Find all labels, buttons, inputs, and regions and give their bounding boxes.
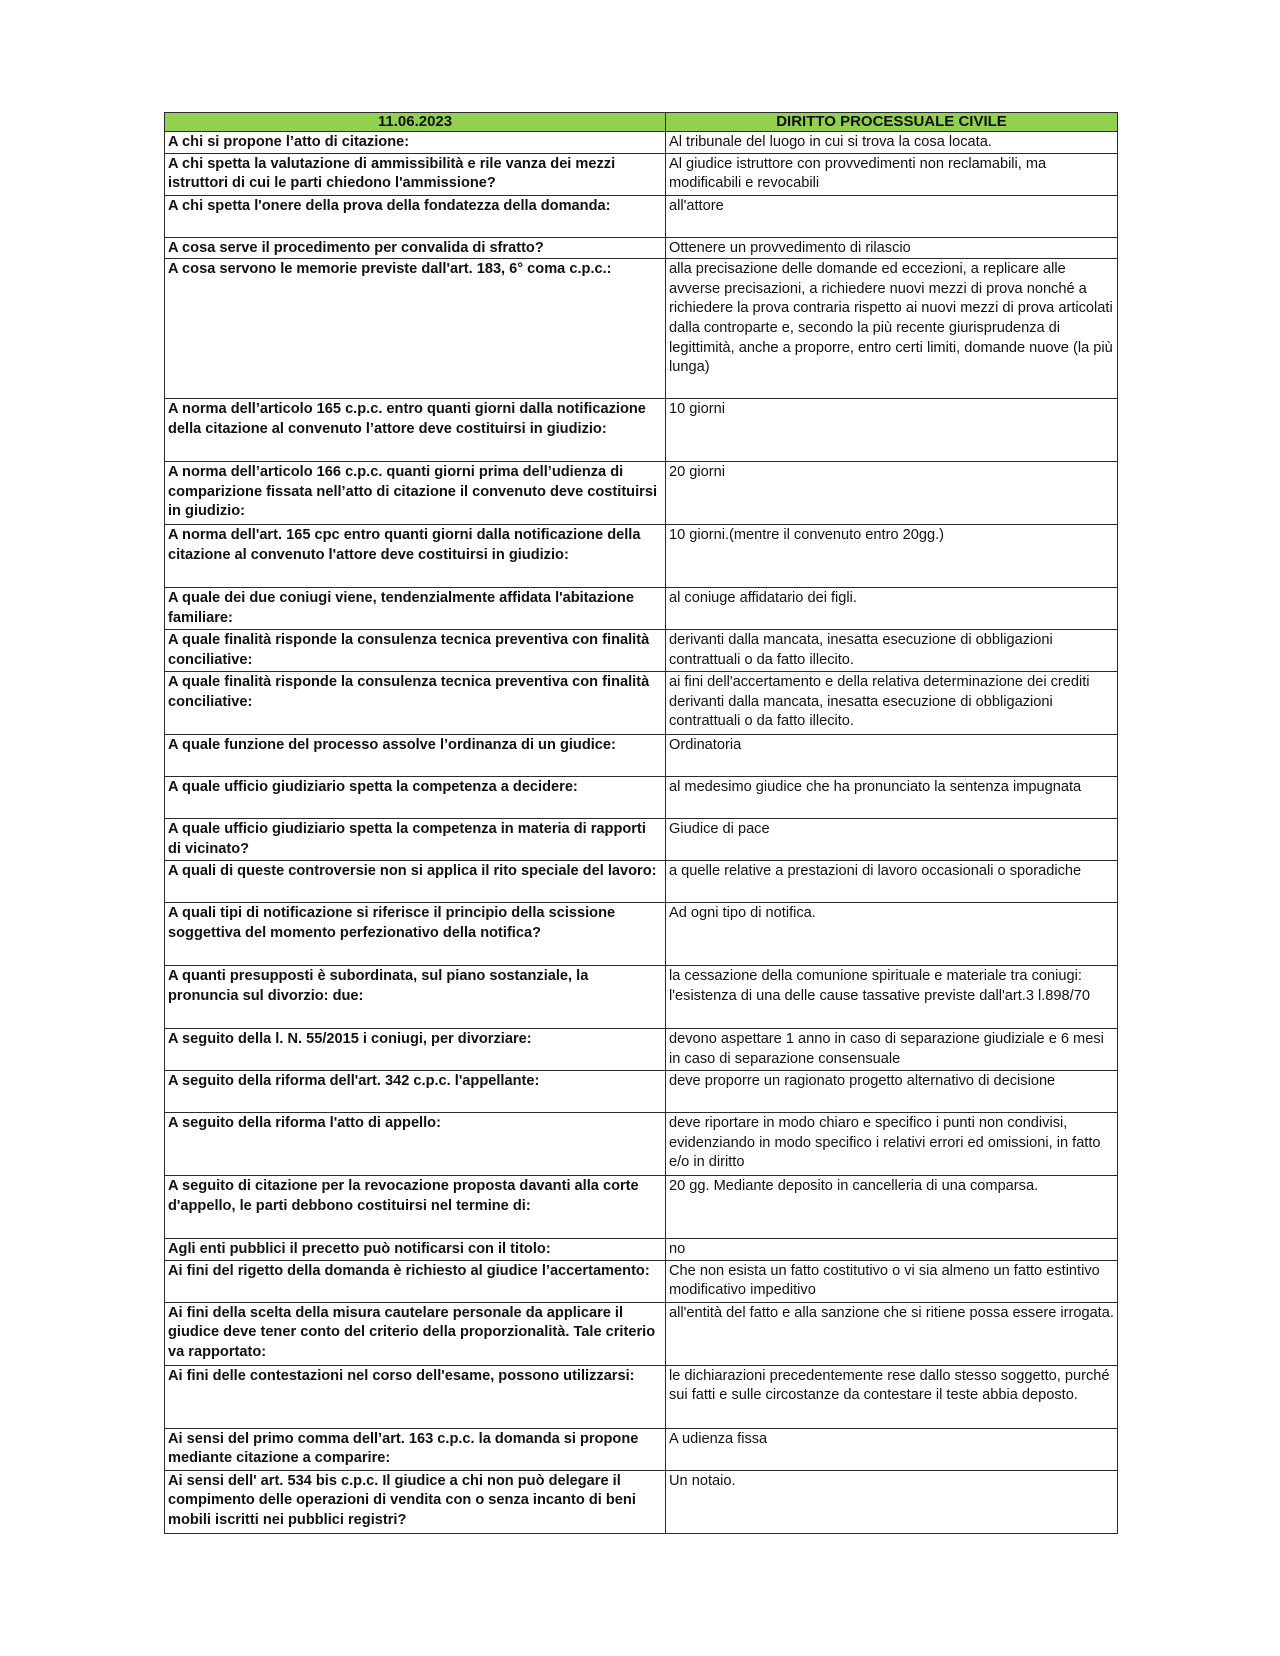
- table-row: [165, 1470, 1118, 1533]
- answer-cell: Ottenere un provvedimento di rilascio: [666, 237, 1118, 259]
- question-cell: A seguito della riforma l'atto di appello:: [165, 1113, 666, 1176]
- question-cell: A seguito della l. N. 55/2015 i coniugi, per divorziare:: [165, 1029, 666, 1071]
- table-row: [165, 966, 1118, 1029]
- question-cell: A seguito della riforma dell'art. 342 c.p.c. l'appellante:: [165, 1071, 666, 1113]
- question-cell: A quale finalità risponde la consulenza tecnica preventiva con finalità conciliative:: [165, 672, 666, 735]
- table-row: [165, 1176, 1118, 1239]
- question-cell: A quali tipi di notificazione si riferisce il principio della scissione soggettiva del momento perfezionativo della notifica?: [165, 903, 666, 966]
- answer-cell: all'entità del fatto e alla sanzione che si ritiene possa essere irrogata.: [666, 1302, 1118, 1365]
- question-cell: Ai fini delle contestazioni nel corso dell'esame, possono utilizzarsi:: [165, 1365, 666, 1428]
- table-row: [165, 1113, 1118, 1176]
- table-row: [165, 672, 1118, 735]
- table-row: [165, 777, 1118, 819]
- answer-cell: la cessazione della comunione spirituale e materiale tra coniugi: l'esistenza di una delle cause tassative previste dall'art.3 l.898/70: [666, 966, 1118, 1029]
- table-row: [165, 237, 1118, 259]
- question-cell: A chi spetta la valutazione di ammissibilità e rile vanza dei mezzi istruttori di cui le parti chiedono l'ammissione?: [165, 153, 666, 195]
- answer-cell: al coniuge affidatario dei figli.: [666, 588, 1118, 630]
- table-row: [165, 861, 1118, 903]
- answer-cell: all'attore: [666, 195, 1118, 237]
- answer-cell: a quelle relative a prestazioni di lavoro occasionali o sporadiche: [666, 861, 1118, 903]
- table-row: [165, 735, 1118, 777]
- table-row: [165, 1302, 1118, 1365]
- table-row: [165, 195, 1118, 237]
- question-cell: A cosa serve il procedimento per convalida di sfratto?: [165, 237, 666, 259]
- question-cell: A seguito di citazione per la revocazione proposta davanti alla corte d'appello, le parti debbono costituirsi nel termine di:: [165, 1176, 666, 1239]
- question-cell: A quale dei due coniugi viene, tendenzialmente affidata l'abitazione familiare:: [165, 588, 666, 630]
- question-cell: Ai sensi dell' art. 534 bis c.p.c. Il giudice a chi non può delegare il compimento delle operazioni di vendita con o senza incanto di beni mobili iscritti nei pubblici registri?: [165, 1470, 666, 1533]
- table-row: [165, 1029, 1118, 1071]
- question-cell: A cosa servono le memorie previste dall'art. 183, 6° coma c.p.c.:: [165, 259, 666, 399]
- table-row: [165, 525, 1118, 588]
- answer-cell: Ad ogni tipo di notifica.: [666, 903, 1118, 966]
- table-row: [165, 132, 1118, 154]
- table-row: [165, 903, 1118, 966]
- answer-cell: derivanti dalla mancata, inesatta esecuzione di obbligazioni contrattuali o da fatto illecito.: [666, 630, 1118, 672]
- answer-cell: ai fini dell'accertamento e della relativa determinazione dei crediti derivanti dalla mancata, inesatta esecuzione di obbligazioni contrattuali o da fatto illecito.: [666, 672, 1118, 735]
- header-subject: DIRITTO PROCESSUALE CIVILE: [666, 113, 1118, 132]
- question-cell: A quanti presupposti è subordinata, sul piano sostanziale, la pronuncia sul divorzio: due:: [165, 966, 666, 1029]
- answer-cell: Al tribunale del luogo in cui si trova la cosa locata.: [666, 132, 1118, 154]
- answer-cell: 10 giorni.(mentre il convenuto entro 20gg.): [666, 525, 1118, 588]
- table-row: [165, 630, 1118, 672]
- question-cell: Ai fini della scelta della misura cautelare personale da applicare il giudice deve tener conto del criterio della proporzionalità. Tale criterio va rapportato:: [165, 1302, 666, 1365]
- question-cell: A norma dell’articolo 166 c.p.c. quanti giorni prima dell’udienza di comparizione fissata nell’atto di citazione il convenuto deve costituirsi in giudizio:: [165, 462, 666, 525]
- table-row: [165, 259, 1118, 399]
- header-row: [165, 113, 1118, 132]
- answer-cell: Che non esista un fatto costitutivo o vi sia almeno un fatto estintivo modificativo impeditivo: [666, 1260, 1118, 1302]
- table-row: [165, 588, 1118, 630]
- answer-cell: alla precisazione delle domande ed eccezioni, a replicare alle avverse precisazioni, a richiedere nuovi mezzi di prova nonché a richiedere la prova contraria rispetto ai nuovi mezzi di prova articolati dalla controparte e, secondo la più recente giurisprudenza di legittimità, anche a proporre, entro certi limiti, domande nuove (la più lunga): [666, 259, 1118, 399]
- table-body: [165, 132, 1118, 1534]
- answer-cell: Al giudice istruttore con provvedimenti non reclamabili, ma modificabili e revocabili: [666, 153, 1118, 195]
- question-cell: A chi spetta l'onere della prova della fondatezza della domanda:: [165, 195, 666, 237]
- table-row: [165, 1365, 1118, 1428]
- answer-cell: deve riportare in modo chiaro e specifico i punti non condivisi, evidenziando in modo specifico i relativi errori ed omissioni, in fatto e/o in diritto: [666, 1113, 1118, 1176]
- table-row: [165, 1428, 1118, 1470]
- answer-cell: no: [666, 1239, 1118, 1261]
- table-row: [165, 1239, 1118, 1261]
- question-cell: A norma dell’articolo 165 c.p.c. entro quanti giorni dalla notificazione della citazione al convenuto l’attore deve costituirsi in giudizio:: [165, 399, 666, 462]
- table-row: [165, 399, 1118, 462]
- table-row: [165, 1071, 1118, 1113]
- question-cell: A quale ufficio giudiziario spetta la competenza in materia di rapporti di vicinato?: [165, 819, 666, 861]
- answer-cell: 10 giorni: [666, 399, 1118, 462]
- answer-cell: Ordinatoria: [666, 735, 1118, 777]
- answer-cell: Un notaio.: [666, 1470, 1118, 1533]
- question-cell: Ai fini del rigetto della domanda è richiesto al giudice l’accertamento:: [165, 1260, 666, 1302]
- header-date: 11.06.2023: [165, 113, 666, 132]
- answer-cell: 20 giorni: [666, 462, 1118, 525]
- table-row: [165, 819, 1118, 861]
- answer-cell: deve proporre un ragionato progetto alternativo di decisione: [666, 1071, 1118, 1113]
- question-cell: A quale funzione del processo assolve l’ordinanza di un giudice:: [165, 735, 666, 777]
- answer-cell: le dichiarazioni precedentemente rese dallo stesso soggetto, purché sui fatti e sulle circostanze da contestare il teste abbia deposto.: [666, 1365, 1118, 1428]
- question-cell: A quale ufficio giudiziario spetta la competenza a decidere:: [165, 777, 666, 819]
- qa-table: [164, 112, 1118, 1534]
- question-cell: A quale finalità risponde la consulenza tecnica preventiva con finalità conciliative:: [165, 630, 666, 672]
- table-row: [165, 462, 1118, 525]
- answer-cell: 20 gg. Mediante deposito in cancelleria di una comparsa.: [666, 1176, 1118, 1239]
- answer-cell: al medesimo giudice che ha pronunciato la sentenza impugnata: [666, 777, 1118, 819]
- answer-cell: Giudice di pace: [666, 819, 1118, 861]
- question-cell: Agli enti pubblici il precetto può notificarsi con il titolo:: [165, 1239, 666, 1261]
- question-cell: A norma dell'art. 165 cpc entro quanti giorni dalla notificazione della citazione al convenuto l'attore deve costituirsi in giudizio:: [165, 525, 666, 588]
- answer-cell: A udienza fissa: [666, 1428, 1118, 1470]
- question-cell: Ai sensi del primo comma dell’art. 163 c.p.c. la domanda si propone mediante citazione a comparire:: [165, 1428, 666, 1470]
- question-cell: A quali di queste controversie non si applica il rito speciale del lavoro:: [165, 861, 666, 903]
- question-cell: A chi si propone l’atto di citazione:: [165, 132, 666, 154]
- table-row: [165, 1260, 1118, 1302]
- answer-cell: devono aspettare 1 anno in caso di separazione giudiziale e 6 mesi in caso di separazione consensuale: [666, 1029, 1118, 1071]
- table-row: [165, 153, 1118, 195]
